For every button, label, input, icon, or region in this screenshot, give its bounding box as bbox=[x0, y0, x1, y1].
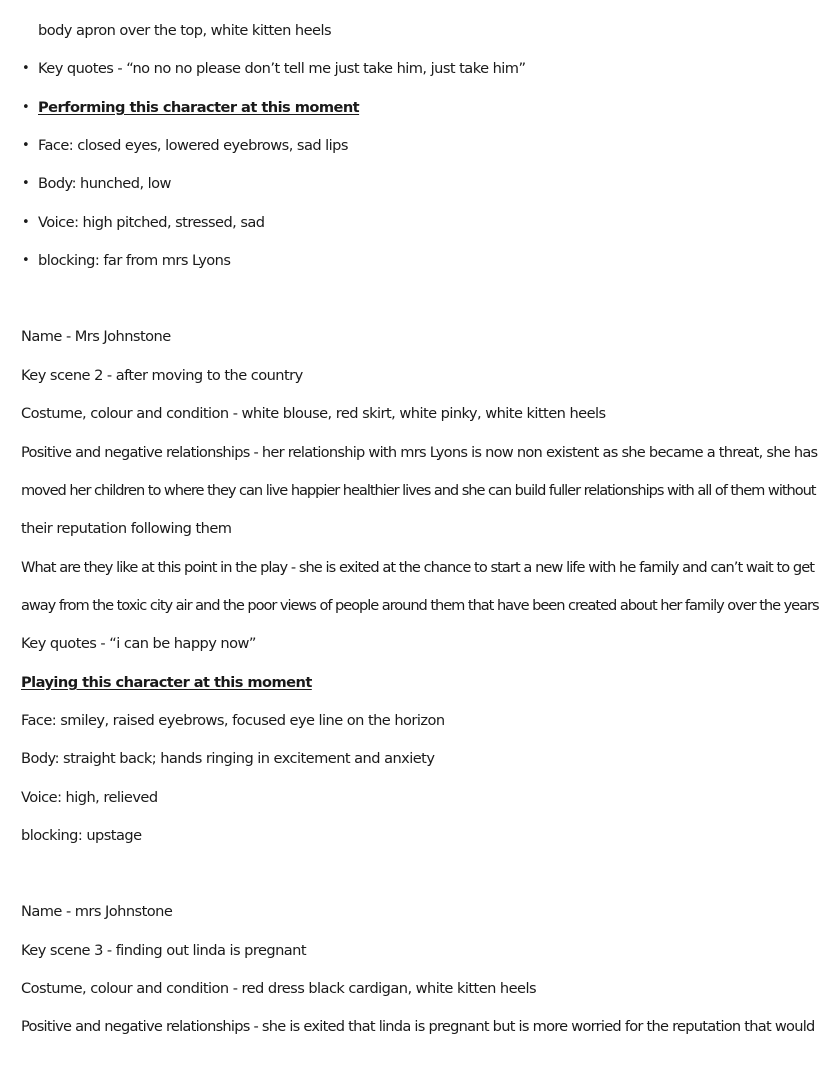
relationships-line: moved her children to where they can live happier healthier lives and she can build fuller relationships with all of them without bbox=[21, 482, 816, 499]
costume-line: Costume, colour and condition - white blouse, red skirt, white pinky, white kitten heels bbox=[21, 405, 606, 422]
section-heading: Playing this character at this moment bbox=[21, 674, 312, 691]
text-line: body apron over the top, white kitten heels bbox=[38, 22, 332, 39]
bullet-marker: • bbox=[22, 100, 30, 115]
bullet-marker: • bbox=[22, 138, 30, 153]
key-quotes-line: Key quotes - “i can be happy now” bbox=[21, 635, 256, 652]
face-line: Face: closed eyes, lowered eyebrows, sad lips bbox=[38, 137, 348, 154]
body-line: Body: straight back; hands ringing in excitement and anxiety bbox=[21, 750, 435, 767]
relationships-line: Positive and negative relationships - her relationship with mrs Lyons is now non existent as she became a threat, she has bbox=[21, 444, 818, 461]
voice-line: Voice: high pitched, stressed, sad bbox=[38, 214, 265, 231]
blocking-line: blocking: far from mrs Lyons bbox=[38, 252, 231, 269]
voice-line: Voice: high, relieved bbox=[21, 789, 158, 806]
body-line: Body: hunched, low bbox=[38, 175, 171, 192]
name-line: Name - Mrs Johnstone bbox=[21, 328, 171, 345]
key-scene-line: Key scene 3 - finding out linda is pregnant bbox=[21, 942, 307, 959]
bullet-marker: • bbox=[22, 176, 30, 191]
face-line: Face: smiley, raised eyebrows, focused eye line on the horizon bbox=[21, 712, 445, 729]
bullet-marker: • bbox=[22, 215, 30, 230]
character-state-line: away from the toxic city air and the poor views of people around them that have been created about her family over the years bbox=[21, 597, 819, 614]
name-line: Name - mrs Johnstone bbox=[21, 903, 173, 920]
relationships-line: their reputation following them bbox=[21, 520, 232, 537]
relationships-line: Positive and negative relationships - she is exited that linda is pregnant but is more worried for the reputation that would bbox=[21, 1018, 815, 1035]
character-state-line: What are they like at this point in the play - she is exited at the chance to start a new life with he family and can’t wait to get bbox=[21, 559, 815, 576]
blocking-line: blocking: upstage bbox=[21, 827, 142, 844]
bullet-marker: • bbox=[22, 253, 30, 268]
key-quotes-line: Key quotes - “no no no please don’t tell me just take him, just take him” bbox=[38, 60, 526, 77]
section-heading: Performing this character at this moment bbox=[38, 99, 360, 116]
key-scene-line: Key scene 2 - after moving to the country bbox=[21, 367, 303, 384]
costume-line: Costume, colour and condition - red dress black cardigan, white kitten heels bbox=[21, 980, 537, 997]
bullet-marker: • bbox=[22, 61, 30, 76]
